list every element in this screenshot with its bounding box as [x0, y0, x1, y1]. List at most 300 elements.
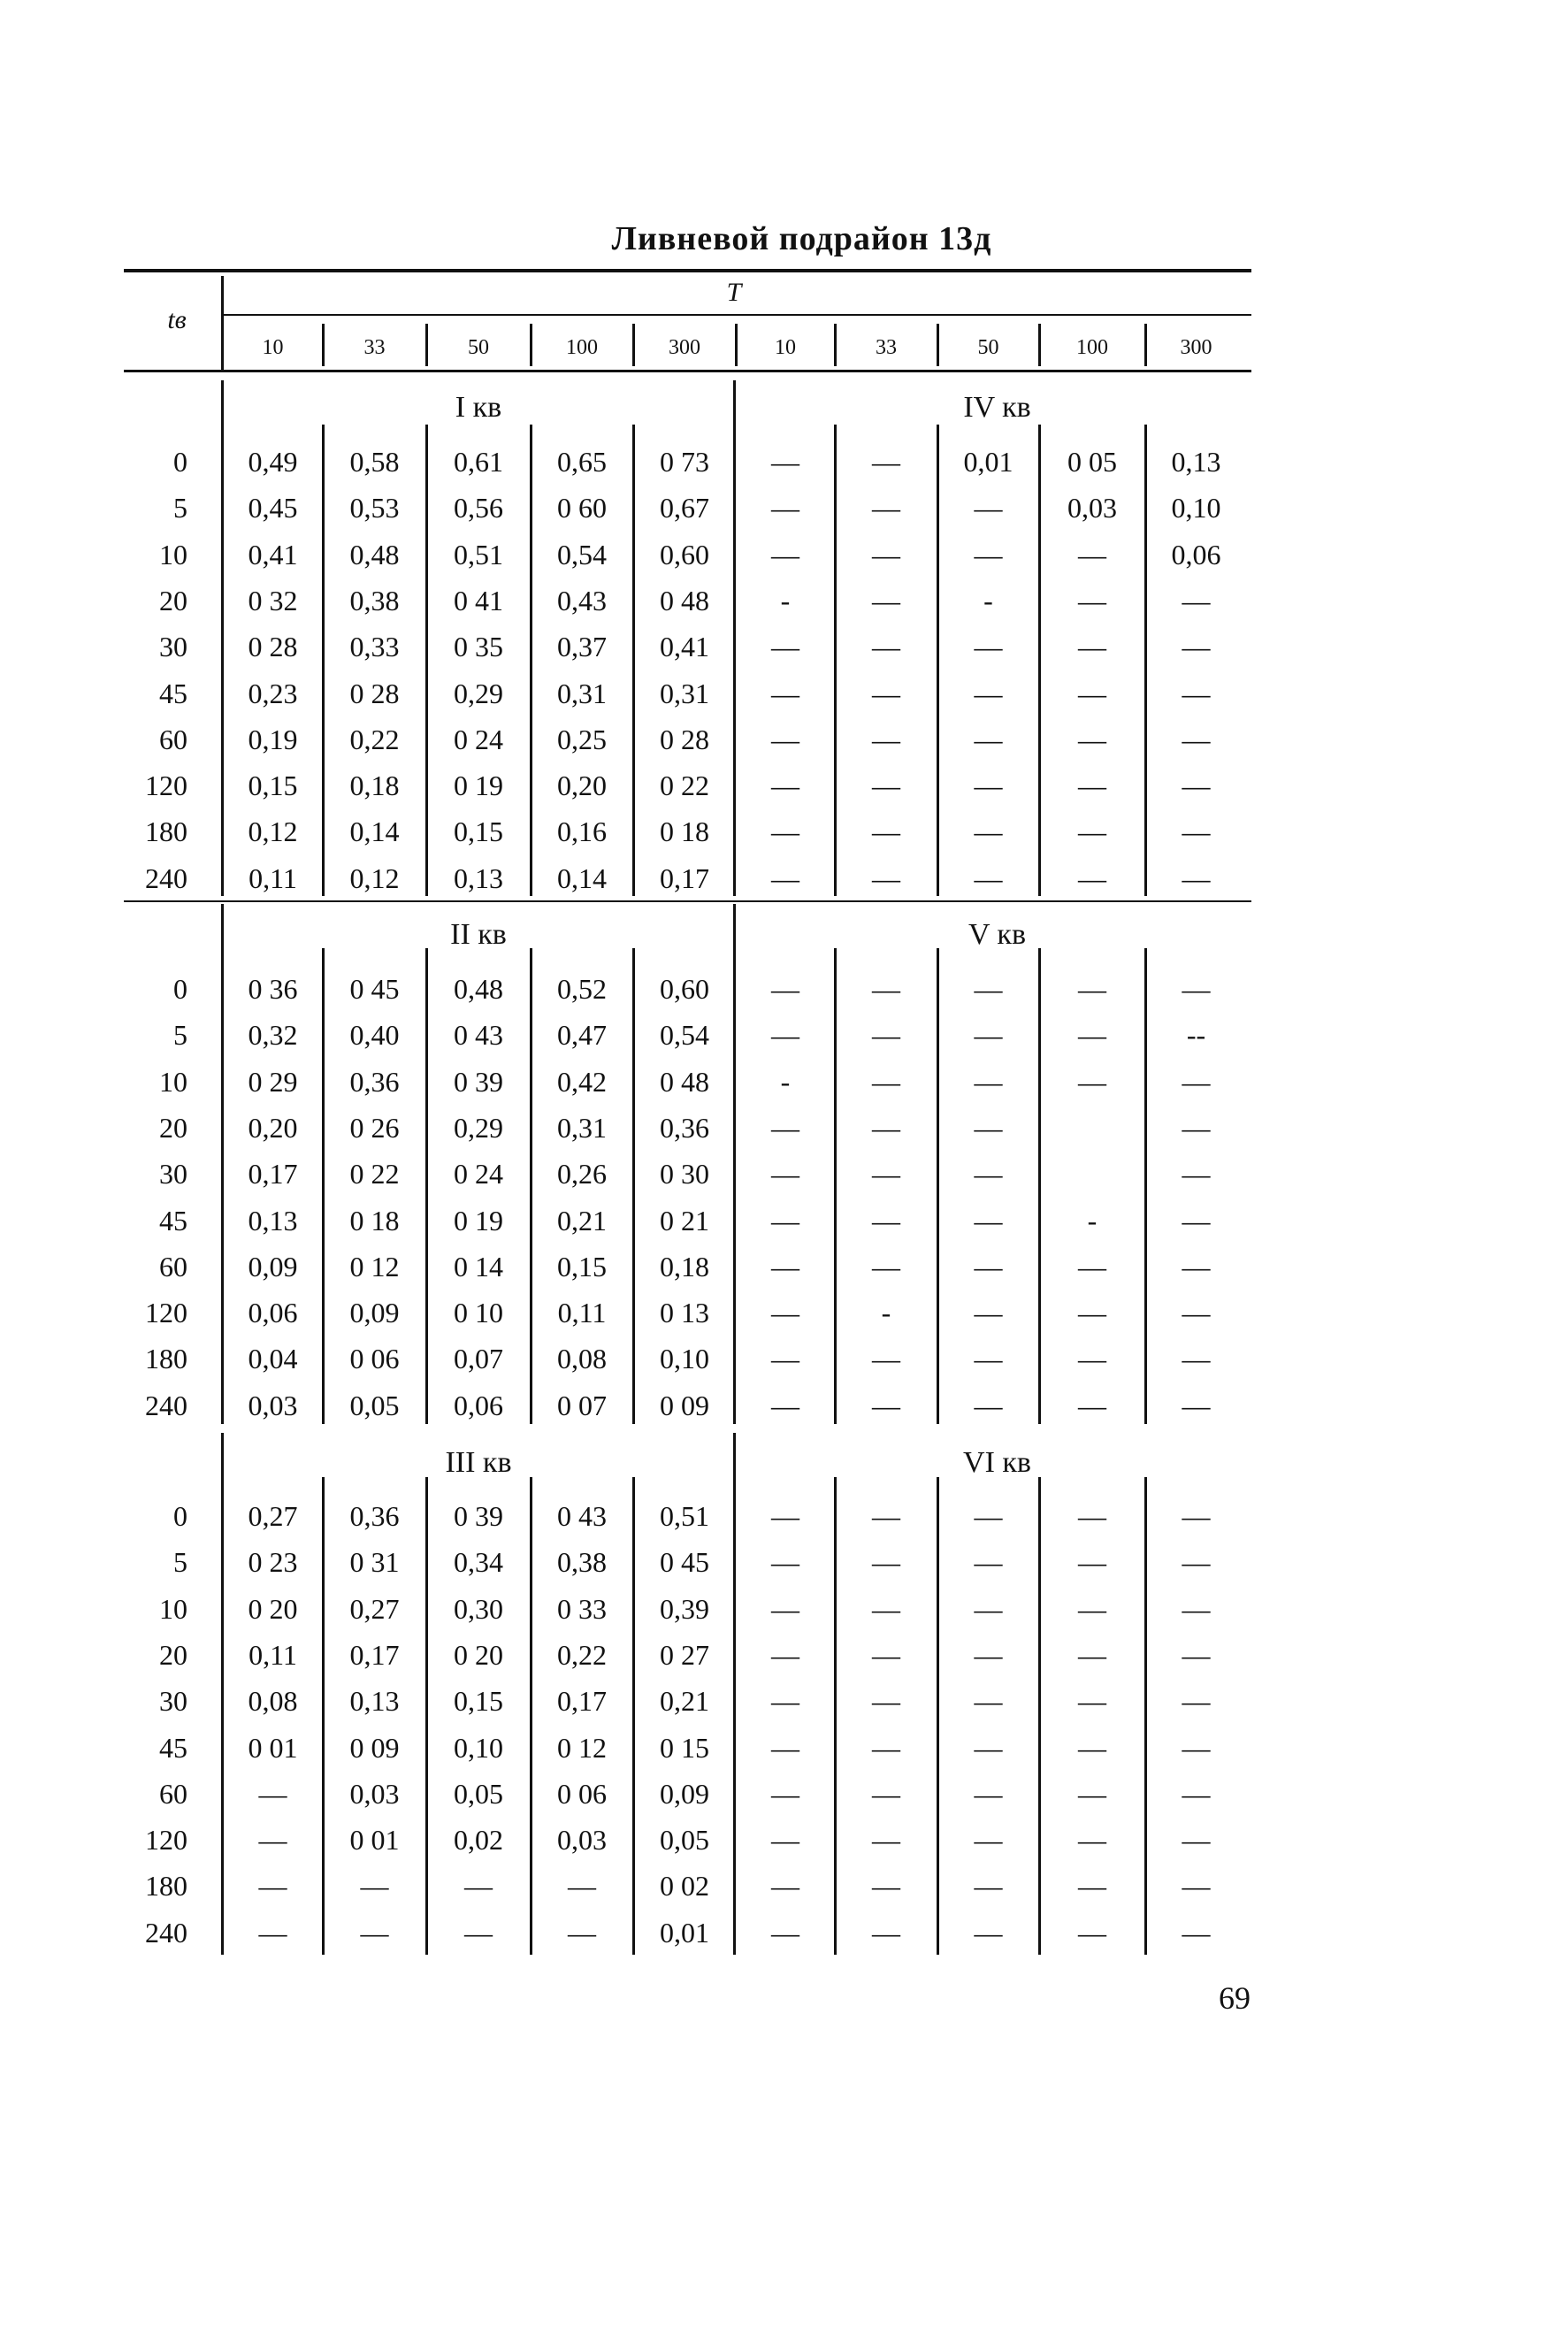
- table-cell: 0,34: [454, 1546, 503, 1579]
- table-cell: 0 36: [248, 973, 298, 1005]
- table-cell: —: [1182, 815, 1211, 848]
- table-cell: —: [771, 815, 799, 848]
- row-label: 10: [159, 1065, 187, 1098]
- table-cell: 0 15: [660, 1731, 709, 1764]
- table-cell: 0 27: [660, 1638, 709, 1671]
- table-cell: 0 09: [660, 1389, 709, 1421]
- column-header: 100: [1076, 336, 1108, 359]
- table-cell: —: [872, 861, 900, 894]
- table-cell: —: [872, 1065, 900, 1098]
- table-cell: 0 32: [248, 584, 298, 616]
- table-cell: 0,36: [349, 1500, 400, 1532]
- table-cell: —: [771, 1019, 799, 1052]
- page-number: 69: [1219, 1980, 1251, 2016]
- table-cell: 0,54: [557, 538, 607, 570]
- table-cell: 0,60: [660, 973, 709, 1005]
- table-cell: —: [568, 1870, 596, 1903]
- table-cell: —: [872, 1824, 900, 1857]
- table-cell: 0 07: [557, 1389, 607, 1421]
- table-cell: 0,33: [349, 631, 400, 663]
- table-cell: —: [1078, 538, 1106, 570]
- table-cell: —: [1078, 1685, 1106, 1718]
- row-label: 10: [159, 538, 187, 570]
- table-cell: 0 06: [557, 1777, 607, 1810]
- table-cell: —: [974, 770, 1003, 802]
- table-cell: 0,40: [349, 1019, 400, 1052]
- table-cell: —: [872, 1777, 900, 1810]
- header-bottom-rule: [124, 370, 1251, 372]
- table-cell: 0,09: [248, 1250, 298, 1283]
- table-cell: —: [974, 1343, 1003, 1375]
- table-cell: —: [872, 1592, 900, 1625]
- table-cell: 0,10: [1171, 492, 1221, 524]
- column-header: 50: [468, 336, 489, 359]
- table-cell: —: [872, 1019, 900, 1052]
- table-cell: —: [974, 1731, 1003, 1764]
- row-label: 60: [159, 1777, 187, 1810]
- table-cell: 0,42: [557, 1065, 607, 1098]
- header-column-divider: [322, 324, 325, 366]
- table-cell: 0,36: [660, 1111, 709, 1144]
- table-cell: —: [872, 1731, 900, 1764]
- table-cell: 0,03: [248, 1389, 298, 1421]
- table-cell: —: [771, 1638, 799, 1671]
- table-cell: 0,49: [248, 446, 298, 478]
- table-cell: 0 19: [454, 1204, 503, 1237]
- table-cell: —: [1078, 1019, 1106, 1052]
- table-cell: -: [1087, 1204, 1098, 1237]
- table-cell: —: [1182, 723, 1211, 755]
- table-cell: —: [872, 1638, 900, 1671]
- table-cell: 0,05: [454, 1777, 503, 1810]
- table-cell: 0 20: [248, 1592, 298, 1625]
- table-cell: 0,51: [660, 1500, 709, 1532]
- table-cell: —: [1182, 1870, 1211, 1903]
- row-label: 45: [159, 677, 187, 709]
- table-cell: 0,25: [557, 723, 607, 755]
- table-cell: 0,58: [349, 446, 400, 478]
- table-cell: 0 18: [660, 815, 709, 848]
- row-label: 0: [173, 973, 187, 1005]
- table-cell: —: [1078, 1638, 1106, 1671]
- table-cell: —: [258, 1870, 287, 1903]
- table-cell: 0,11: [557, 1297, 607, 1329]
- table-cell: —: [1182, 1111, 1211, 1144]
- table-cell: 0 48: [660, 1065, 709, 1098]
- table-cell: --: [1186, 1019, 1206, 1052]
- table-cell: —: [872, 770, 900, 802]
- table-cell: 0 41: [454, 584, 503, 616]
- row-label: 5: [173, 1019, 187, 1052]
- table-cell: 0,17: [248, 1158, 298, 1191]
- table-cell: —: [974, 538, 1003, 570]
- table-cell: —: [1182, 1250, 1211, 1283]
- table-cell: —: [1078, 973, 1106, 1005]
- table-cell: 0,30: [454, 1592, 503, 1625]
- table-cell: 0,53: [349, 492, 400, 524]
- table-cell: —: [771, 861, 799, 894]
- table-cell: —: [872, 584, 900, 616]
- table-cell: 0,21: [660, 1685, 709, 1718]
- table-cell: 0,18: [660, 1250, 709, 1283]
- table-cell: —: [974, 1916, 1003, 1949]
- table-cell: 0,06: [1171, 538, 1221, 570]
- section-label-right: VI кв: [963, 1446, 1031, 1479]
- table-cell: 0 45: [349, 973, 400, 1005]
- column-header: 300: [669, 336, 700, 359]
- table-top-rule: [124, 269, 1251, 272]
- table-cell: —: [1078, 770, 1106, 802]
- section-label-left: II кв: [450, 918, 507, 951]
- row-label: 30: [159, 631, 187, 663]
- table-cell: —: [872, 1870, 900, 1903]
- table-cell: 0,21: [557, 1204, 607, 1237]
- table-cell: —: [771, 1250, 799, 1283]
- table-cell: —: [974, 631, 1003, 663]
- section-divider-rule: [124, 900, 1251, 902]
- table-cell: —: [974, 1065, 1003, 1098]
- table-cell: —: [974, 492, 1003, 524]
- header-column-divider: [425, 324, 428, 366]
- table-cell: —: [872, 446, 900, 478]
- table-cell: —: [974, 1824, 1003, 1857]
- table-cell: —: [258, 1777, 287, 1810]
- table-cell: 0,09: [660, 1777, 709, 1810]
- table-cell: 0 45: [660, 1546, 709, 1579]
- table-cell: —: [771, 1389, 799, 1421]
- table-cell: 0,39: [660, 1592, 709, 1625]
- table-cell: 0,29: [454, 677, 503, 709]
- table-cell: 0,17: [349, 1638, 400, 1671]
- table-cell: —: [771, 770, 799, 802]
- table-cell: 0,12: [248, 815, 298, 848]
- table-cell: —: [872, 677, 900, 709]
- header-column-divider: [632, 324, 635, 366]
- table-cell: 0,11: [249, 861, 297, 894]
- table-cell: 0,18: [349, 770, 400, 802]
- table-cell: 0 39: [454, 1065, 503, 1098]
- table-cell: —: [974, 1870, 1003, 1903]
- table-cell: —: [974, 1019, 1003, 1052]
- table-cell: 0 01: [248, 1731, 298, 1764]
- column-header: 10: [262, 336, 284, 359]
- table-cell: 0,12: [349, 861, 400, 894]
- table-cell: —: [974, 1685, 1003, 1718]
- table-cell: —: [1078, 1870, 1106, 1903]
- table-cell: -: [881, 1297, 891, 1329]
- table-cell: 0 01: [349, 1824, 400, 1857]
- table-cell: —: [1078, 1065, 1106, 1098]
- table-cell: 0,47: [557, 1019, 607, 1052]
- table-cell: 0 13: [660, 1297, 709, 1329]
- table-cell: 0 14: [454, 1250, 503, 1283]
- table-cell: —: [360, 1870, 389, 1903]
- table-cell: —: [974, 1111, 1003, 1144]
- table-cell: —: [1182, 584, 1211, 616]
- table-cell: —: [1078, 1916, 1106, 1949]
- table-cell: —: [1182, 861, 1211, 894]
- row-label: 0: [173, 446, 187, 478]
- table-cell: —: [974, 815, 1003, 848]
- table-cell: —: [1078, 723, 1106, 755]
- table-cell: —: [771, 446, 799, 478]
- table-cell: 0,38: [349, 584, 400, 616]
- table-cell: —: [872, 1685, 900, 1718]
- table-cell: 0 19: [454, 770, 503, 802]
- table-cell: —: [974, 1500, 1003, 1532]
- table-cell: —: [872, 1111, 900, 1144]
- table-cell: 0,15: [557, 1250, 607, 1283]
- table-cell: 0,27: [248, 1500, 298, 1532]
- table-cell: —: [1182, 770, 1211, 802]
- table-cell: 0 23: [248, 1546, 298, 1579]
- table-cell: —: [771, 1685, 799, 1718]
- table-cell: —: [1182, 1389, 1211, 1421]
- table-cell: 0,43: [557, 584, 607, 616]
- table-cell: 0 48: [660, 584, 709, 616]
- table-cell: 0,60: [660, 538, 709, 570]
- section-label-right: IV кв: [963, 391, 1031, 424]
- section-label-left: I кв: [455, 391, 502, 424]
- table-cell: 0,10: [660, 1343, 709, 1375]
- table-cell: —: [771, 677, 799, 709]
- table-cell: —: [771, 1546, 799, 1579]
- table-cell: —: [974, 1250, 1003, 1283]
- table-cell: —: [1078, 584, 1106, 616]
- table-cell: 0,41: [660, 631, 709, 663]
- table-cell: 0,05: [660, 1824, 709, 1857]
- row-label: 240: [145, 861, 187, 894]
- table-cell: —: [771, 1777, 799, 1810]
- table-cell: —: [568, 1916, 596, 1949]
- table-cell: 0,17: [660, 861, 709, 894]
- row-label: 60: [159, 723, 187, 755]
- row-label: 180: [145, 815, 187, 848]
- table-cell: —: [1182, 1204, 1211, 1237]
- table-cell: —: [771, 1592, 799, 1625]
- table-cell: —: [974, 861, 1003, 894]
- table-cell: 0 22: [660, 770, 709, 802]
- row-label: 20: [159, 1638, 187, 1671]
- table-cell: 0,15: [248, 770, 298, 802]
- table-cell: —: [1182, 1500, 1211, 1532]
- row-label: 10: [159, 1592, 187, 1625]
- table-cell: -: [983, 584, 993, 616]
- table-cell: —: [771, 1824, 799, 1857]
- header-column-divider: [937, 324, 939, 366]
- table-cell: 0 20: [454, 1638, 503, 1671]
- table-cell: 0 21: [660, 1204, 709, 1237]
- table-cell: 0,02: [454, 1824, 503, 1857]
- column-header: 33: [363, 336, 386, 359]
- table-cell: —: [771, 1204, 799, 1237]
- row-label: 45: [159, 1731, 187, 1764]
- table-cell: —: [771, 1870, 799, 1903]
- table-cell: —: [974, 973, 1003, 1005]
- table-cell: 0 39: [454, 1500, 503, 1532]
- table-cell: 0 05: [1067, 446, 1117, 478]
- row-label: 120: [145, 770, 187, 802]
- table-cell: —: [872, 1389, 900, 1421]
- table-cell: —: [1078, 1731, 1106, 1764]
- table-cell: 0,03: [557, 1824, 607, 1857]
- column-header: 33: [876, 336, 897, 359]
- table-cell: —: [872, 1916, 900, 1949]
- table-cell: —: [1182, 1297, 1211, 1329]
- row-label: 5: [173, 1546, 187, 1579]
- table-cell: 0,04: [248, 1343, 298, 1375]
- table-cell: 0,03: [1067, 492, 1117, 524]
- table-cell: —: [771, 1343, 799, 1375]
- table-cell: —: [872, 1204, 900, 1237]
- table-cell: 0 09: [349, 1731, 400, 1764]
- table-cell: 0,22: [349, 723, 400, 755]
- table-cell: —: [1182, 1824, 1211, 1857]
- table-cell: —: [464, 1916, 493, 1949]
- table-cell: —: [1182, 631, 1211, 663]
- table-cell: —: [771, 492, 799, 524]
- table-cell: 0,29: [454, 1111, 503, 1144]
- header-column-divider: [530, 324, 532, 366]
- row-label: 20: [159, 1111, 187, 1144]
- table-cell: 0 35: [454, 631, 503, 663]
- table-cell: 0 60: [557, 492, 607, 524]
- table-cell: —: [1182, 1343, 1211, 1375]
- table-cell: —: [771, 973, 799, 1005]
- table-cell: —: [974, 1204, 1003, 1237]
- table-cell: 0,41: [248, 538, 298, 570]
- table-cell: —: [1182, 1685, 1211, 1718]
- table-cell: 0,36: [349, 1065, 400, 1098]
- table-cell: —: [1078, 1592, 1106, 1625]
- table-cell: —: [1078, 1250, 1106, 1283]
- table-cell: —: [1078, 677, 1106, 709]
- table-cell: —: [1182, 1916, 1211, 1949]
- table-cell: —: [1078, 1824, 1106, 1857]
- table-cell: 0,08: [557, 1343, 607, 1375]
- header-column-divider: [735, 324, 738, 366]
- table-cell: —: [1182, 1638, 1211, 1671]
- table-cell: —: [1078, 1343, 1106, 1375]
- table-cell: —: [872, 538, 900, 570]
- header-column-divider: [1038, 324, 1041, 366]
- table-cell: —: [974, 1297, 1003, 1329]
- row-label: 0: [173, 1500, 187, 1532]
- row-label: 20: [159, 584, 187, 616]
- table-cell: —: [974, 1592, 1003, 1625]
- table-cell: —: [1182, 973, 1211, 1005]
- table-cell: 0,13: [349, 1685, 400, 1718]
- table-cell: 0,10: [454, 1731, 503, 1764]
- table-cell: 0,13: [1171, 446, 1221, 478]
- table-cell: 0 43: [557, 1500, 607, 1532]
- table-cell: —: [360, 1916, 389, 1949]
- table-cell: 0,37: [557, 631, 607, 663]
- row-label: 30: [159, 1685, 187, 1718]
- table-cell: 0,06: [248, 1297, 298, 1329]
- group-label-header: T: [726, 278, 742, 307]
- table-cell: —: [771, 1916, 799, 1949]
- table-cell: 0,19: [248, 723, 298, 755]
- section-label-left: III кв: [445, 1446, 512, 1479]
- table-cell: 0,31: [557, 677, 607, 709]
- table-cell: —: [1078, 1546, 1106, 1579]
- row-label: 30: [159, 1158, 187, 1191]
- row-label: 120: [145, 1297, 187, 1329]
- table-cell: 0,05: [349, 1389, 400, 1421]
- table-cell: —: [872, 723, 900, 755]
- table-cell: —: [872, 1250, 900, 1283]
- table-cell: —: [1078, 815, 1106, 848]
- table-cell: 0,51: [454, 538, 503, 570]
- column-header: 300: [1180, 336, 1212, 359]
- table-cell: —: [1182, 1731, 1211, 1764]
- table-cell: —: [974, 677, 1003, 709]
- table-cell: —: [1078, 1500, 1106, 1532]
- table-cell: 0 06: [349, 1343, 400, 1375]
- table-cell: 0 24: [454, 723, 503, 755]
- table-cell: -: [780, 1065, 791, 1098]
- row-label: 180: [145, 1343, 187, 1375]
- table-cell: 0 10: [454, 1297, 503, 1329]
- table-cell: 0,13: [454, 861, 503, 894]
- table-cell: —: [974, 1777, 1003, 1810]
- header-column-divider: [834, 324, 837, 366]
- row-label: 240: [145, 1916, 187, 1949]
- row-label: 60: [159, 1250, 187, 1283]
- table-cell: 0,08: [248, 1685, 298, 1718]
- table-cell: 0,17: [557, 1685, 607, 1718]
- table-cell: —: [771, 1731, 799, 1764]
- group-header-rule: [223, 314, 1251, 316]
- table-cell: —: [771, 631, 799, 663]
- table-cell: —: [1078, 1389, 1106, 1421]
- table-cell: 0,61: [454, 446, 503, 478]
- table-cell: 0,27: [349, 1592, 400, 1625]
- table-cell: —: [1078, 861, 1106, 894]
- table-cell: —: [771, 723, 799, 755]
- table-cell: 0,48: [454, 973, 503, 1005]
- row-label: 120: [145, 1824, 187, 1857]
- table-cell: 0,09: [349, 1297, 400, 1329]
- column-header: 50: [977, 336, 999, 359]
- table-cell: 0 28: [248, 631, 298, 663]
- table-cell: 0 22: [349, 1158, 400, 1191]
- table-cell: 0,07: [454, 1343, 503, 1375]
- table-cell: 0 12: [349, 1250, 400, 1283]
- table-cell: —: [872, 1546, 900, 1579]
- table-cell: 0 26: [349, 1111, 400, 1144]
- row-label: 45: [159, 1204, 187, 1237]
- table-cell: 0,13: [248, 1204, 298, 1237]
- table-cell: 0,45: [248, 492, 298, 524]
- column-header: 100: [566, 336, 598, 359]
- header-column-divider: [1144, 324, 1147, 366]
- table-cell: 0 31: [349, 1546, 400, 1579]
- table-cell: 0,67: [660, 492, 709, 524]
- table-cell: 0,20: [557, 770, 607, 802]
- table-cell: —: [872, 1343, 900, 1375]
- table-cell: 0 24: [454, 1158, 503, 1191]
- table-cell: 0 33: [557, 1592, 607, 1625]
- table-cell: 0 12: [557, 1731, 607, 1764]
- table-cell: —: [872, 973, 900, 1005]
- table-cell: —: [258, 1824, 287, 1857]
- table-cell: 0,03: [349, 1777, 400, 1810]
- table-cell: 0,14: [557, 861, 607, 894]
- section-label-right: V кв: [968, 918, 1026, 951]
- table-cell: —: [1182, 1158, 1211, 1191]
